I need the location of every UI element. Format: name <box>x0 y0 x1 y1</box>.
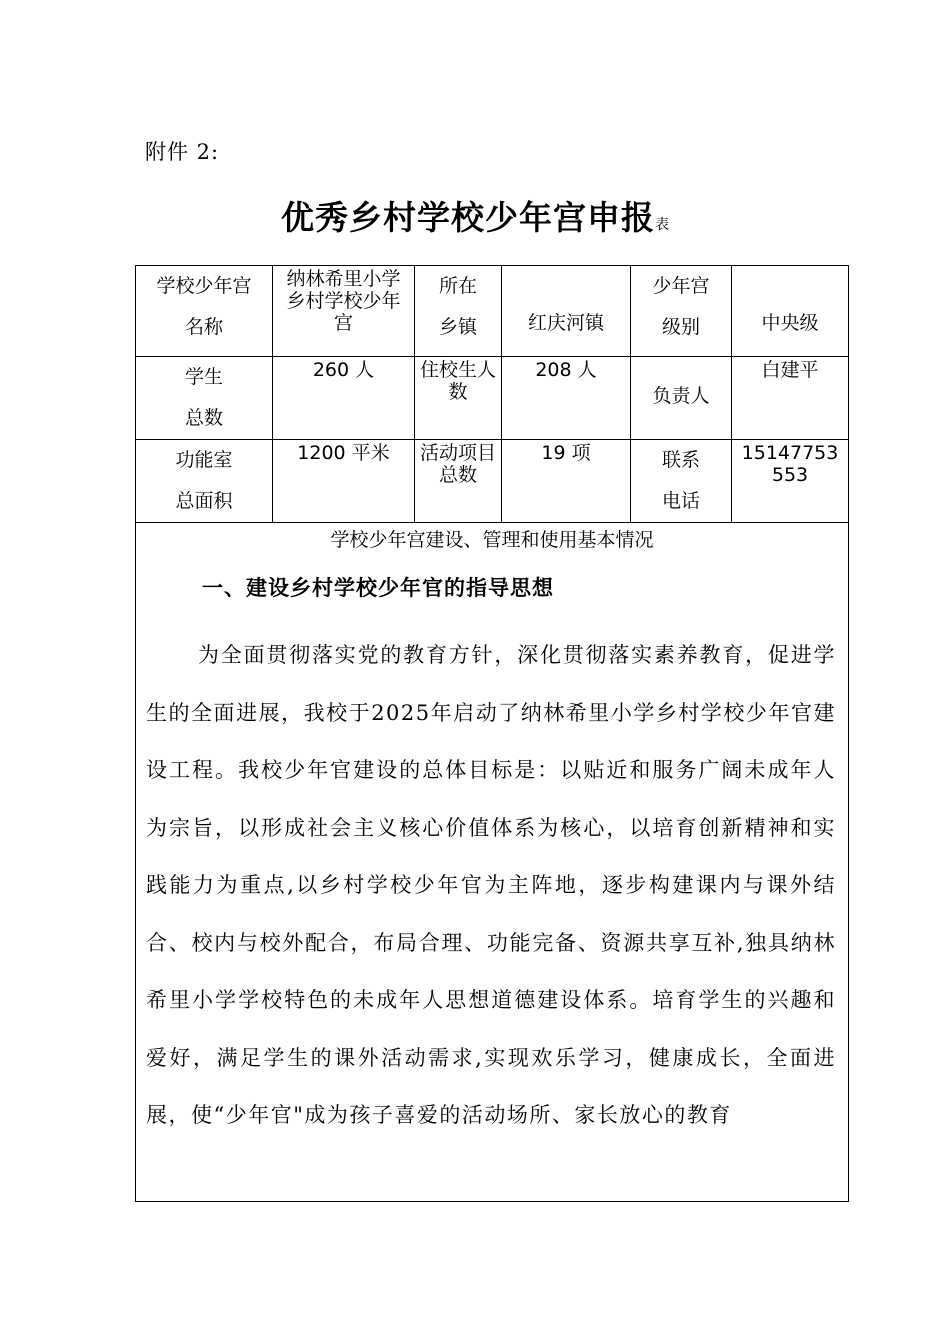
label-cell <box>631 440 732 523</box>
page-title <box>0 192 950 239</box>
label-level: 少年宫 <box>652 275 710 297</box>
value-palace-name: 纳林希里小学乡村学校少年宫 <box>286 268 401 334</box>
value-cell <box>273 266 415 357</box>
label-township: 所在 <box>438 275 477 297</box>
label-cell <box>415 266 502 357</box>
value-township: 红庆河镇 <box>527 312 604 334</box>
label-room-area: 功能室 <box>175 449 233 471</box>
label-student-total-2: 总数 <box>184 407 223 429</box>
table-row <box>136 357 849 440</box>
value-cell <box>732 440 849 523</box>
label-cell <box>415 440 502 523</box>
value-level: 中央级 <box>761 312 819 334</box>
table-row <box>136 266 849 357</box>
table-row <box>136 440 849 523</box>
value-person-in-charge: 白建平 <box>761 359 819 381</box>
value-cell <box>732 266 849 357</box>
value-cell <box>732 357 849 440</box>
value-phone: 15147753553 <box>741 442 839 486</box>
label-cell <box>136 266 273 357</box>
table-row <box>136 523 849 1202</box>
value-room-area: 1200 平米 <box>297 442 390 464</box>
value-cell <box>502 266 631 357</box>
value-activity-total: 19 项 <box>541 442 591 464</box>
value-cell <box>273 440 415 523</box>
label-student-total: 学生 <box>184 366 223 388</box>
label-person-in-charge: 负责人 <box>652 385 710 407</box>
label-level-2: 级别 <box>661 316 700 338</box>
value-student-total: 260 人 <box>312 359 375 381</box>
label-cell <box>631 266 732 357</box>
title-main: 优秀乡村学校少年宫申报 <box>281 198 655 237</box>
value-cell <box>502 440 631 523</box>
label-cell <box>136 357 273 440</box>
label-phone-2: 电话 <box>661 490 700 512</box>
description-heading: 学校少年宫建设、管理和使用基本情况 <box>330 529 654 551</box>
label-school-palace-name-2: 名称 <box>184 316 223 338</box>
description-paragraph: 为全面贯彻落实党的教育方针，深化贯彻落实素养教育，促进学生的全面进展，我校于2025年启动了纳林希里小学乡村学校少年官建设工程。我校少年官建设的总体目标是：以贴近和服务广阔未成年人为宗旨，以形成社会主义核心价值体系为核心，以培育创新精神和实践能力为重点,以乡村学校少年官为主阵地，逐步构建课内与课外结合、校内与校外配合，布局合理、功能完备、资源共享互补,独具纳林希里小学学校特色的未成年人思想道德建设体系。培育学生的兴趣和爱好，满足学生的课外活动需求,实现欢乐学习，健康成长，全面进展，使“少年官"成为孩子喜爱的活动场所、家长放心的教育 <box>146 643 836 1127</box>
application-form-table <box>135 265 849 1202</box>
label-cell <box>631 357 732 440</box>
label-room-area-2: 总面积 <box>175 490 233 512</box>
label-cell <box>415 357 502 440</box>
label-township-2: 乡镇 <box>438 316 477 338</box>
value-boarding-students: 208 人 <box>535 359 597 381</box>
section-title: 一、建设乡村学校少年官的指导思想 <box>202 575 554 600</box>
label-school-palace-name: 学校少年宫 <box>156 275 252 297</box>
description-cell <box>136 523 849 1202</box>
label-cell <box>136 440 273 523</box>
label-activity-total: 活动项目总数 <box>419 442 496 486</box>
label-boarding-students: 住校生人数 <box>419 359 496 403</box>
attachment-label: 附件 2: <box>145 140 220 164</box>
value-cell <box>273 357 415 440</box>
label-phone: 联系 <box>661 449 700 471</box>
title-suffix: 表 <box>655 217 669 233</box>
value-cell <box>502 357 631 440</box>
